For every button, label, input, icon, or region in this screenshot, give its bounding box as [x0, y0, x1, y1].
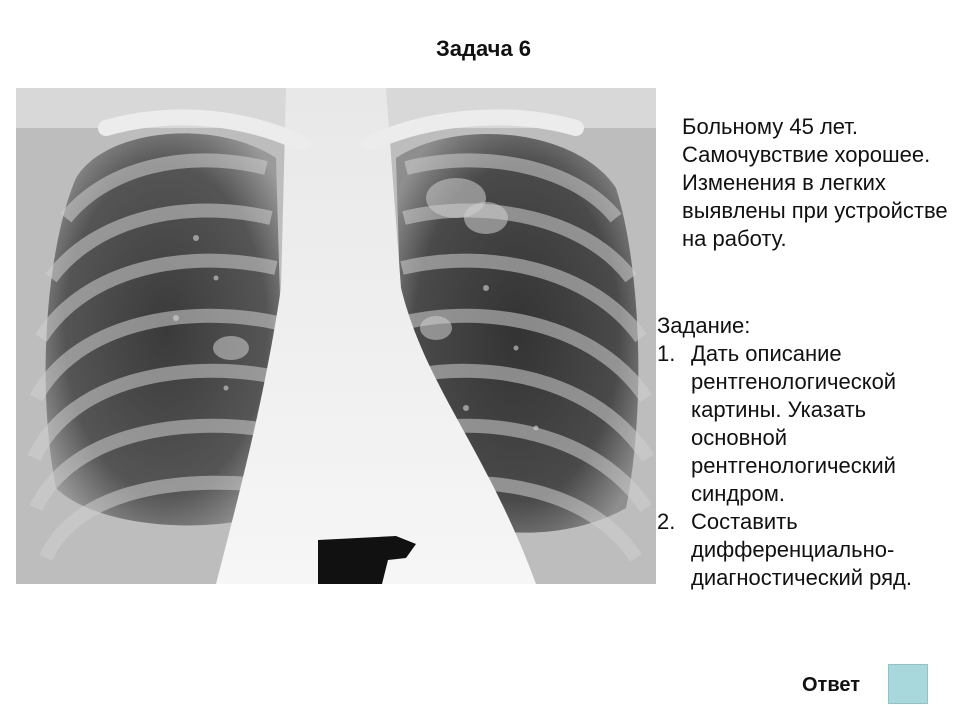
- task-list: [657, 340, 957, 592]
- task-heading: Задание:: [657, 313, 751, 338]
- answer-label: Ответ: [802, 674, 861, 696]
- task-block: [657, 312, 957, 592]
- task-item: [657, 508, 957, 592]
- slide-title: Задача 6: [436, 36, 532, 61]
- task-item: [657, 340, 957, 508]
- task-item-number: 1.: [657, 341, 676, 366]
- task-item-number: 2.: [657, 509, 676, 534]
- task-item-text: Дать описание рентгенологической картины. Указать основной рентгенологический синдром.: [691, 341, 897, 506]
- answer-button[interactable]: [888, 664, 928, 704]
- case-description: Больному 45 лет. Самочувствие хорошее. Изменения в легких выявлены при устройстве на работу.: [682, 114, 948, 251]
- chest-xray-image: [16, 88, 656, 584]
- task-item-text: Составить дифференциально-диагностический ряд.: [691, 509, 912, 590]
